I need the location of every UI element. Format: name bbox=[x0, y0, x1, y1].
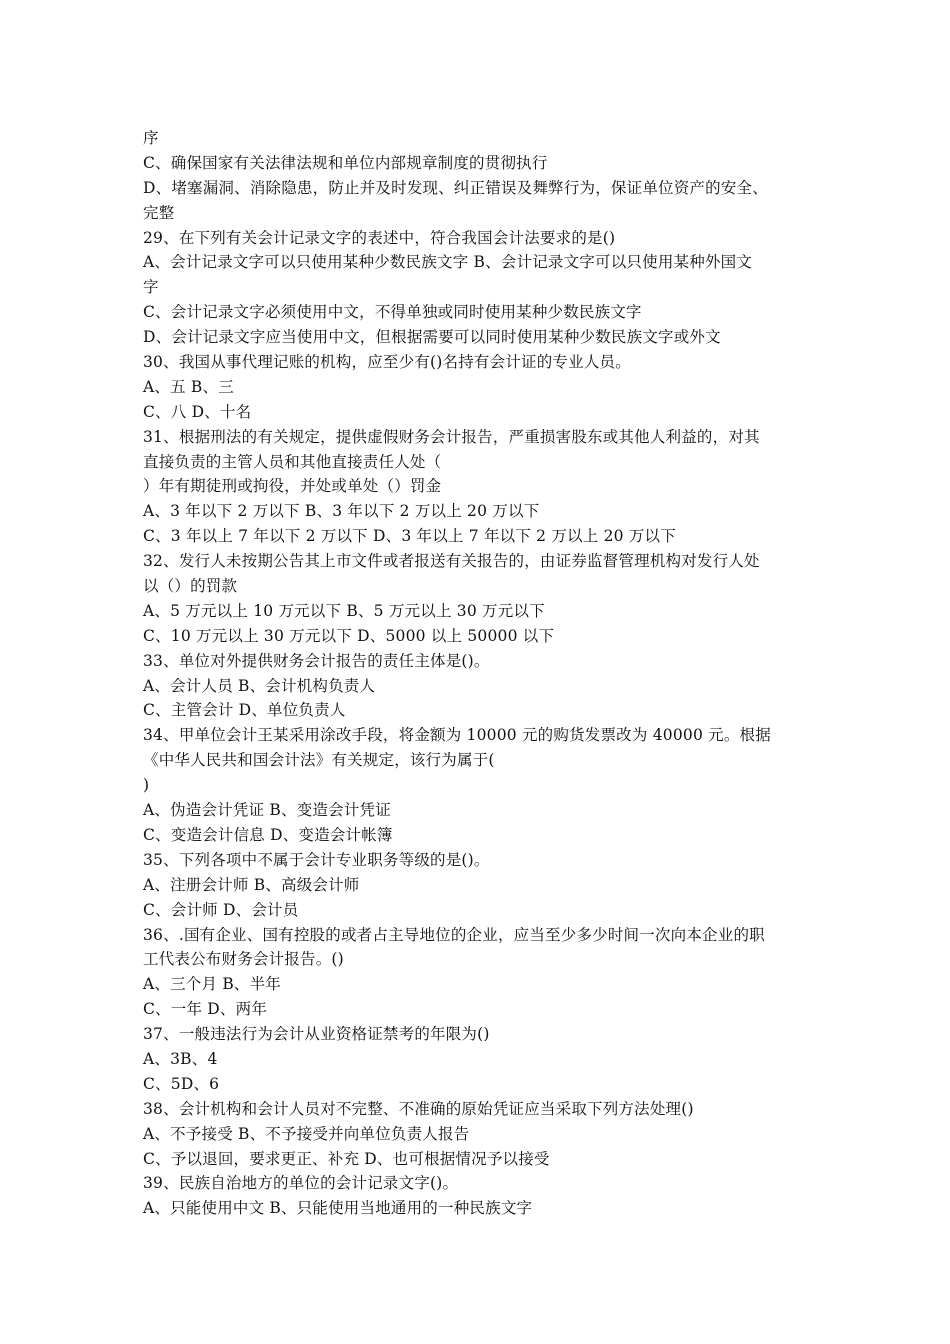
text-line: C、八 D、十名 bbox=[143, 402, 252, 421]
text-line: C、会计师 D、会计员 bbox=[143, 900, 299, 919]
text-line: 直接负责的主管人员和其他直接责任人处（ bbox=[143, 452, 442, 471]
text-line: 以（）的罚款 bbox=[143, 577, 238, 596]
question-31: 31、根据刑法的有关规定，提供虚假财务会计报告，严重损害股东或其他人利益的，对其 bbox=[143, 427, 760, 446]
text-line: C、一年 D、两年 bbox=[143, 1000, 268, 1019]
question-34: 34、甲单位会计王某采用涂改手段，将金额为 10000 元的购货发票改为 40000 元。根据 bbox=[143, 726, 771, 745]
text-line: A、3 年以下 2 万以下 B、3 年以下 2 万以上 20 万以下 bbox=[143, 502, 540, 521]
document-body bbox=[143, 126, 823, 1221]
question-39: 39、民族自治地方的单位的会计记录文字()。 bbox=[143, 1174, 459, 1193]
question-32: 32、发行人未按期公告其上市文件或者报送有关报告的，由证券监督管理机构对发行人处 bbox=[143, 552, 760, 571]
question-35: 35、下列各项中不属于会计专业职务等级的是()。 bbox=[143, 850, 490, 869]
text-line: C、5D、6 bbox=[143, 1074, 220, 1093]
text-line: A、会计人员 B、会计机构负责人 bbox=[143, 676, 376, 695]
question-33: 33、单位对外提供财务会计报告的责任主体是()。 bbox=[143, 651, 490, 670]
text-line: A、会计记录文字可以只使用某种少数民族文字 B、会计记录文字可以只使用某种外国文 bbox=[143, 253, 753, 272]
text-line: D、会计记录文字应当使用中文，但根据需要可以同时使用某种少数民族文字或外文 bbox=[143, 328, 721, 347]
text-line: 工代表公布财务会计报告。() bbox=[143, 950, 344, 969]
text-line: 序 bbox=[143, 129, 159, 147]
text-line: C、3 年以上 7 年以下 2 万以下 D、3 年以上 7 年以下 2 万以上 20 万以下 bbox=[143, 527, 676, 546]
text-line: 《中华人民共和国会计法》有关规定，该行为属于( bbox=[143, 751, 495, 770]
question-29: 29、在下列有关会计记录文字的表述中，符合我国会计法要求的是() bbox=[143, 228, 616, 247]
text-line: ) bbox=[143, 776, 150, 795]
question-36: 36、.国有企业、国有控股的或者占主导地位的企业，应当至少多少时间一次向本企业的职 bbox=[143, 925, 765, 944]
question-37: 37、一般违法行为会计从业资格证禁考的年限为() bbox=[143, 1025, 490, 1044]
text-line: C、变造会计信息 D、变造会计帐簿 bbox=[143, 825, 393, 844]
text-line: A、注册会计师 B、高级会计师 bbox=[143, 875, 360, 894]
text-line: A、不予接受 B、不予接受并向单位负责人报告 bbox=[143, 1124, 470, 1143]
text-line: C、10 万元以上 30 万元以下 D、5000 以上 50000 以下 bbox=[143, 626, 555, 645]
text-line: D、堵塞漏洞、消除隐患，防止并及时发现、纠正错误及舞弊行为，保证单位资产的安全、 bbox=[143, 178, 768, 197]
question-38: 38、会计机构和会计人员对不完整、不准确的原始凭证应当采取下列方法处理() bbox=[143, 1099, 694, 1118]
text-line: C、予以退回，要求更正、补充 D、也可根据情况予以接受 bbox=[143, 1149, 550, 1168]
text-line: A、5 万元以上 10 万元以下 B、5 万元以上 30 万元以下 bbox=[143, 601, 545, 620]
text-line: A、伪造会计凭证 B、变造会计凭证 bbox=[143, 801, 391, 820]
text-line: A、五 B、三 bbox=[143, 377, 234, 396]
text-line: 完整 bbox=[143, 203, 175, 222]
text-line: A、只能使用中文 B、只能使用当地通用的一种民族文字 bbox=[143, 1199, 533, 1218]
text-line: 字 bbox=[143, 278, 159, 297]
text-line: A、3B、4 bbox=[143, 1049, 218, 1068]
text-line: C、主管会计 D、单位负责人 bbox=[143, 701, 346, 720]
text-line: C、会计记录文字必须使用中文，不得单独或同时使用某种少数民族文字 bbox=[143, 303, 642, 322]
question-30: 30、我国从事代理记账的机构，应至少有()名持有会计证的专业人员。 bbox=[143, 353, 631, 372]
text-line: A、三个月 B、半年 bbox=[143, 975, 282, 994]
text-line: ）年有期徒刑或拘役，并处或单处（）罚金 bbox=[143, 477, 442, 496]
text-line: C、确保国家有关法律法规和单位内部规章制度的贯彻执行 bbox=[143, 153, 548, 172]
